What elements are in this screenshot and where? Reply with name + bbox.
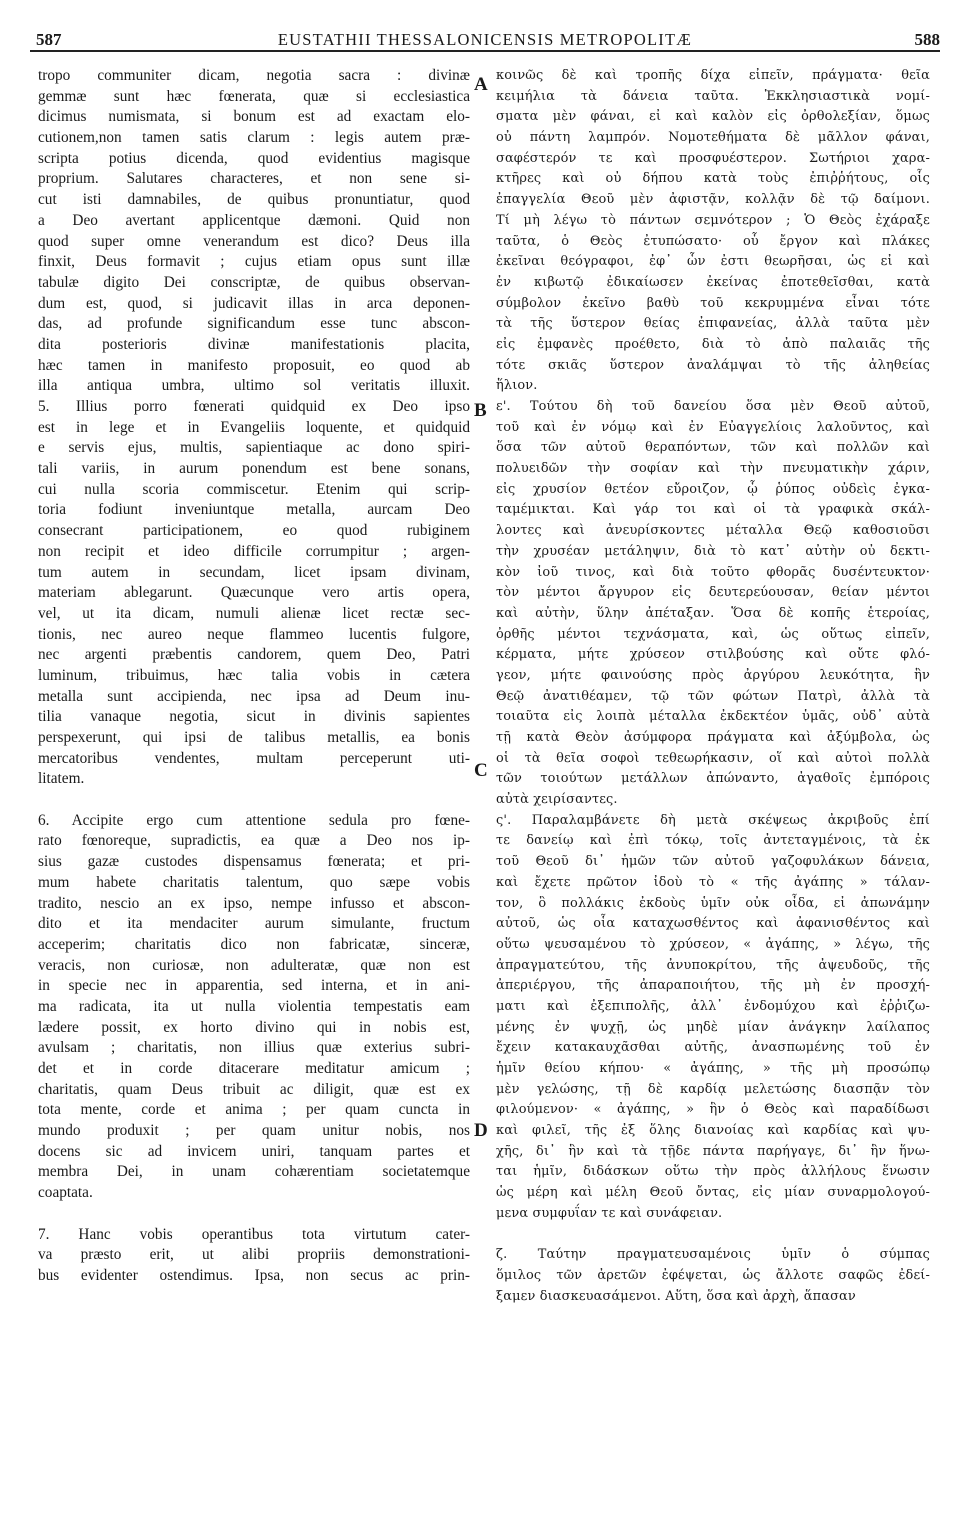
text-line: dicimus numismata, si bonum est ad exactam elo- [38,108,470,126]
margin-mark-a: A [474,74,488,95]
text-line: Τί μὴ λέγω τὸ πάντων σεμνότερον ; Ὁ Θεὸς ἐχάραξε [496,212,930,228]
text-line: καὶ φιλεῖ, τῆς ἐξ ὅλης διανοίας καὶ καρδίας καὶ ψυ- [496,1123,930,1139]
text-line: ταῦτα, ὁ Θεὸς ἐτυπώσατο· οὗ ἔργον καὶ πλάκες [496,233,930,249]
text-line: μένης ἐν ψυχῇ, ὡς μηδὲ μίαν ἀνάγκην λαίλαπος [496,1019,930,1035]
text-line: ται ἡμῖν, διδάσκων οὕτω τὴν πρὸς ἀλλήλους ἕνωσιν [496,1164,930,1180]
text-line: ς'. Παραλαμβάνετε δὴ μετὰ σκέψεως ἀκριβοῦς ἐπί [496,812,930,828]
text-line: ἥλιον. [496,378,538,394]
text-line: consecrant participationem, eo quod rubiginem [38,522,470,540]
text-line: charitatis, quam Deus tribuit ac diligit, quæ est ex [38,1080,470,1098]
text-line: οἱ τὰ θεῖα σοφοὶ τεθεωρήκασιν, οἵ καὶ αὐτοὶ πολλὰ [496,750,930,766]
text-line: materiam ablegarunt. Quæcunque vero artis opera, [38,584,470,602]
text-line: veracis, non curiosæ, non adulteratæ, quæ non est [38,956,470,974]
text-line: mum habete charitatis talentum, quo sæpe vobis [38,873,470,891]
text-line: tionis, nec aureo neque flammeo lucentis fulgore, [38,625,470,643]
text-line: toria fodiunt inveniuntque metalla, aurcam Deo [38,501,470,519]
text-line: va præsto erit, ut alibi propriis demonstrationi- [38,1246,470,1264]
text-line: avulsam ; charitatis, non illius quæ exterius subri- [38,1039,470,1057]
paragraph-gap [38,790,470,811]
text-line: οὐ πάντη λαμπρόν. Νομοτεθήματα δὲ μᾶλλον φάναι, [496,130,930,146]
text-line: φιλούμενον· « ἀγάπης, » ἣν ὁ Θεὸς καὶ παραδίδωσι [496,1102,930,1118]
text-line: κτῆρες καὶ οὐ δήπου κατὰ τοὺς ἐπιῤῥήτους, οἷς [496,171,930,187]
text-line: hæc tamen in manifesto proposuit, eo quod ab [38,356,470,374]
greek-column [496,66,930,1307]
text-line: τὸν μέντοι ἄργυρον εἰς δευτερεύουσαν, θείαν μέντοι [496,585,930,601]
text-line: σαφέστερόν τε καὶ προσφυέστερον. Σωτήριοι χαρα- [496,150,930,166]
text-line: gemmæ sunt hæc fœnerata, quæ si ecclesiastica [38,87,470,105]
text-line: κοινῶς δὲ καὶ τροπῆς δίχα εἰπεῖν, πράγματα· θεῖα [496,68,930,83]
text-line: πολυειδῶν τὴν σοφίαν καὶ τὴν πνευματικὴν χάριν, [496,461,930,477]
text-line: a Deo avertant applicentque dæmoni. Quid non [38,211,470,229]
text-line: ε'. Τούτου δὴ τοῦ δανείου ὅσα μὲν Θεοῦ αὐτοῦ, [496,399,930,414]
text-line: metalla sunt accipienda, nec ipsa ad Deum inu- [38,687,470,705]
text-line: ἐπαγγελία Θεοῦ μὲν ἀφιστᾷν, κολλᾷν δὲ τῷ δαίμονι. [496,192,930,208]
text-line: ὅσα τῶν αὐτοῦ θεραπόντων, τῶν καὶ πολλῶν καὶ [496,440,930,456]
text-line: σύμβολον ἐκεῖνο βαθὺ τοῦ κεκρυμμένα εἶναι τότε [496,295,930,311]
text-line: tali variis, in aurum ponendum est bene sonans, [38,460,470,478]
text-line: tota mente, corde et anima ; per quam cuncta in [38,1101,470,1119]
text-line: τον, ὃ πολλάκις ἐκδοὺς ὑμῖν οὐκ οἶδα, εἰ ἀπωνάμην [496,895,930,911]
text-line: acceperim; charitatis dico non fabricatæ, sinceræ, [38,935,470,953]
text-line: ταμέμικται. Καὶ γάρ τοι καὶ οἱ τὰ γραφικὰ σκάλ- [496,502,930,518]
text-line: litatem. [38,770,85,788]
page-number-left: 587 [36,30,62,49]
text-line: 7. Hanc vobis operantibus tota virtutum cater- [38,1225,470,1243]
text-line: cui nulla scoria commiscetur. Etenim qui scrip- [38,480,470,498]
text-line: αὐτοῦ, ὡς οἷα καταχωσθέντος καὶ ἀφανισθέντος καὶ [496,916,930,932]
margin-mark-b: B [474,400,487,421]
text-line: ματι καὶ ἐξεπιπολῆς, ἀλλ᾽ ἐνδομύχου καὶ ἐῤῥιζω- [496,998,930,1014]
paragraph-gap [496,1225,930,1246]
text-line: dum est, quod, si judicavit illas in arca deponen- [38,294,470,312]
text-line: κέρματα, μήτε χρύσεον στιλβούσης καὶ οὔτε φλό- [496,647,930,663]
text-line: membra Dei, in unam cohærentiam societatemque [38,1163,470,1181]
text-line: ζ. Ταύτην πραγματευσαμένοις ὑμῖν ὁ σύμπας [496,1247,930,1263]
text-line: sius gazæ custodes dispensamus fœnerata; et pri- [38,853,470,871]
text-line: cut isti damnabiles, de quibus pronuntiatur, quod [38,191,470,209]
text-line: vel, ut ita dicam, numuli alienæ licet rectæ sec- [38,604,470,622]
text-line: ὡς μέρη καὶ μέλη Θεοῦ ὄντας, εἰς μίαν συναρμολογού- [496,1185,930,1201]
text-line: ἔχειν κατακαυχᾶσθαι αὐτῆς, ἀνασπωμένης τοῦ ἐν [496,1040,930,1056]
text-line: ἐν κιβωτῷ ἐδικαίωσεν ἐκείνας ἐποτεθεῖσθαι, κατὰ [496,274,930,290]
text-line: τῶν τοιούτων μετάλλων ἀπώναντο, ἀγαθοῖς ἐμπόροις [496,771,930,787]
text-line: rato fœnoreque, supradictis, ea quæ a Deo nos ip- [38,832,470,850]
text-line: tum autem in secundam, licet ipsam divinam, [38,563,470,581]
text-line: τότε σκιᾶς ὕστερον ἀναλάμψαι τὸ τῆς ἀληθείας [496,357,930,373]
text-line: τοῦ Θεοῦ δι᾽ ἡμῶν τῶν αὐτοῦ γαζοφυλάκων δάνεια, [496,854,930,870]
text-line: καὶ αὐτὴν, ὕλην ἀπέταξαν. Ὅσα δὲ κοπῆς ἑτεροίας, [496,605,930,621]
text-line: non recipit et ideo difficile corrumpitur ; argen- [38,542,470,560]
text-line: κειμήλια τὰ δάνεια ταῦτα. Ἐκκλησιαστικὰ νομί- [496,88,930,104]
text-line: tabulæ digito Dei conscriptæ, de quibus observan- [38,273,470,291]
text-line: das, ad profunde significandum esse tunc abscon- [38,315,470,333]
latin-column [38,66,470,1287]
text-line: τε δανείῳ καὶ ἐπὶ τόκῳ, τοῖς ἀντεταγμένοις, τὰ ἐκ [496,833,930,849]
text-line: εἰς χρυσίον θετέον εὔροιζον, ᾧ ῥύπος οὐδεὶς ἐγκα- [496,481,930,497]
text-line: σματα μὲν φάναι, εἰ καὶ καλὸν εἰς ὀρθολεξίαν, ὅμως [496,109,930,125]
text-line: εἰς ἐμφανὲς προέθετο, διὰ τὸ ἀπὸ παλαιᾶς τῆς [496,336,930,352]
text-line: αὐτὰ χειρίσαντες. [496,792,618,808]
text-line: ἀπεριέργου, τῆς ἀπαραποιήτου, τῆς μὴ ἐν προσχή- [496,978,930,994]
text-line: μενα συμφυΐαν τε καὶ συνάφειαν. [496,1205,723,1221]
text-line: ὅμιλος τῶν ἀρετῶν ἐφέψεται, ὡς ἄλλοτε σαφῶς ἐδεί- [496,1267,930,1283]
text-line: οὕτω ψευσαμένου τὸ χρύσεον, « ἀγάπης, » λέγω, τῆς [496,936,930,952]
text-line: τοῦ καὶ ἐν νόμῳ καὶ ἐν Εὐαγγελίοις λαλοῦντος, καὶ [496,419,930,435]
text-line: ἐκεῖναι θεόγραφοι, ἐφ᾽ ὧν ἐστι θεωρῆσαι, ὡς εἰ καὶ [496,254,930,270]
margin-mark-d: D [474,1120,488,1141]
text-line: ma radicata, ita ut nulla violentia tempestatis eam [38,997,470,1015]
text-line: illa antiqua umbra, ultimo sol veritatis illuxit. [38,377,470,395]
text-line: ξαμεν διασκευασάμενοι. Αὕτη, ὅσα καὶ ἀρχὴ, ἅπασαν [496,1288,856,1304]
text-line: κὸν ἰοῦ τινος, καὶ διὰ τοῦτο φθορᾶς δυσέντευκτον· [496,564,930,580]
text-line: τοιαῦτα εἰς λοιπὰ μέταλλα ἐκδεκτέον ὑμᾶς, οὐδ᾽ αὐτὰ [496,709,930,725]
text-line: tradito, nescio an ex ipso, nempe infusso et abscon- [38,894,470,912]
paragraph-gap [38,1204,470,1225]
text-line: scripta potius dicenda, quod evidentius magisque [38,149,470,167]
text-line: coaptata. [38,1184,93,1202]
text-line: 6. Accipite ergo cum attentione sedula pro fœne- [38,811,470,829]
text-line: nec argenti præbentis candorem, quem Deo, Patri [38,646,470,664]
text-line: quod super omne venerandum est dico? Deus illa [38,232,470,250]
text-line: in specie nec in apparentia, sed interna, et in ani- [38,977,470,995]
text-line: τὴν χρυσέαν μετάληψιν, διὰ τὸ κατ᾽ αὐτὴν οὐ δεκτι- [496,543,930,559]
text-line: mercatoribus vendentes, multam perceperunt uti- [38,749,470,767]
text-line: τὰ τῆς ὕστερον θείας ἐπιφανείας, ἀλλὰ ταῦτα μὲν [496,316,930,332]
text-line: γεον, μήτε φαινούσης πρὸς ἀργύρου λευκότητα, ἣν [496,667,930,683]
page-number-right: 588 [914,30,940,49]
text-line: 5. Illius porro fœnerati quidquid ex Deo ipso [38,398,470,415]
text-line: dito et ita mendaciter aurum simulante, fructum [38,915,470,933]
text-line: χῆς, δι᾽ ἣν καὶ τὰ τῇδε πάντα παρήγαγε, δι᾽ ἣν ἥνω- [496,1143,930,1159]
running-title: EUSTATHII THESSALONICENSIS METROPOLITÆ [277,30,693,49]
text-line: μὲν γελώσης, τῇ δὲ καρδίᾳ μελετώσης διασπᾷν τὸν [496,1081,930,1097]
text-line: ὀρθῆς μέντοι τεχνάσματα, καὶ, ὡς οὕτως εἰπεῖν, [496,626,930,642]
text-line: det et in corde ditacerare meditatur amicum ; [38,1060,470,1077]
page-header [30,6,940,52]
text-line: tropo communiter dicam, negotia sacra : divinæ [38,67,470,84]
text-line: lædere possit, ex horto divino qui in nobis est, [38,1018,470,1036]
text-line: dita posterioris divinæ manifestationis placita, [38,335,470,353]
text-line: mundo produxit ; per quam unitur nobis, nos [38,1122,470,1140]
text-line: perspexerunt, qui ipsi de talibus metallis, ea bonis [38,729,470,746]
text-line: tilia vanaque negotia, sicut in divinis sapientes [38,708,470,726]
text-line: cutionem,non tamen satis clarum : legis autem præ- [38,129,470,147]
text-line: finxit, Deus formavit ; cujus etiam opus sunt illæ [38,253,470,271]
text-line: luminum, tribuimus, hæc talia vobis in cætera [38,666,470,684]
text-line: Θεῷ ἀνατιθέαμεν, τῷ τῶν φώτων Πατρὶ, ἀλλὰ τὰ [496,688,930,704]
text-line: proprium. Salutares characteres, et non sene si- [38,170,470,188]
text-line: τῇ κατὰ Θεὸν ἀσύμφορα πράγματα καὶ ἀξύμβολα, ὡς [496,730,930,745]
text-line: est in lege et in Evangeliis loquente, et quidquid [38,418,470,436]
text-line: ἡμῖν θείου κήπου· « ἀγάπης, » τῆς μὴ προσώπῳ [496,1061,930,1076]
text-line: ἀπραγματεύτου, τῆς ἀνυποκρίτου, τῆς ἀψευδοῦς, τῆς [496,957,930,973]
text-line: λοντες καὶ ἀνευρίσκοντες μέταλλα Θεῷ καθοσιοῦσι [496,523,930,539]
text-line: e servis ejus, multis, sapientiaque ac dono spiri- [38,439,470,457]
text-line: καὶ ἔχετε πρῶτον ἰδοὺ τὸ « τῆς ἀγάπης » τάλαν- [496,874,930,890]
text-line: docens sic ad invicem uniri, tanquam partes et [38,1142,470,1160]
margin-mark-c: C [474,760,488,781]
text-line: bus evidenter ostendimus. Ipsa, non secus ac prin- [38,1266,470,1284]
